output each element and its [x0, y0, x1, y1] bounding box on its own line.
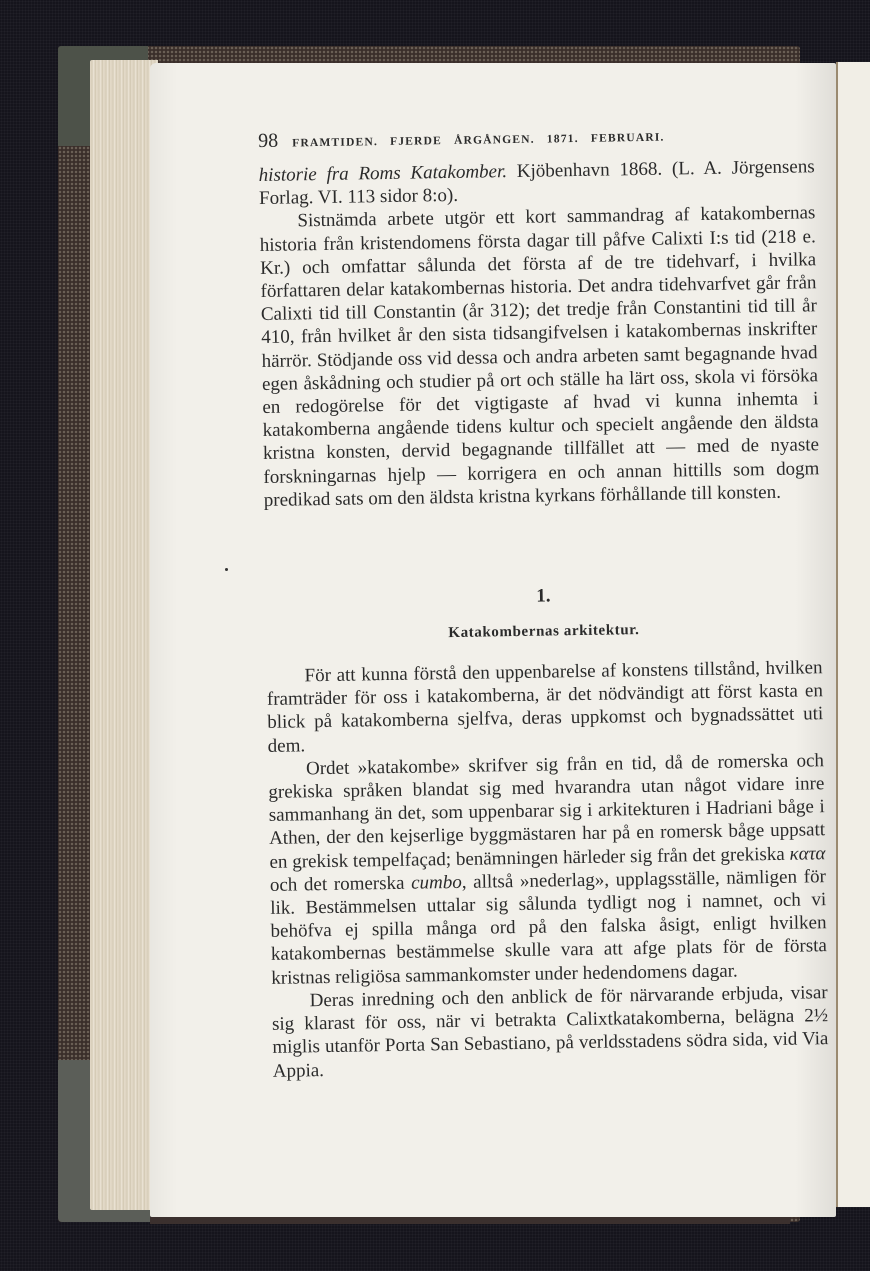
next-page-edge [836, 62, 870, 1207]
paragraph-text: Ordet »katakombe» skrifver sig från en tid, då de romerska och grekiska språken blandat sig med hvarandra utan något vidare inre sammanhang än det, som uppenbarar sig i arkitekturen i Hadriani båge i Athen, der den kejserlige byggmästaren har på en romersk båge uppsatt en grekisk tempelfaçad; benämningen härleder sig från det grekiska [268, 750, 826, 873]
latin-term: cumbo [410, 871, 462, 894]
page-stack-edges [90, 60, 158, 1210]
section-title: Katakombernas arkitektur. [448, 622, 640, 642]
citation-title: historie fra Roms Katakomber. [258, 161, 508, 186]
paragraph-text: och det romerska [269, 872, 412, 896]
paragraph-section-3: Deras inredning och den anblick de för närvarande erbjuda, visar sig klarast för oss, när vi betrakta Calixtkatakomberna, belägna 2½ miglis utanför Porta San Sebastiano, på verldsstadens södra sida, vid Via Appia. [271, 982, 829, 1082]
section-number: 1. [536, 585, 551, 607]
citation-details: Kjöbenhavn 1868. (L. A. Jörgensens Forlag. VI. 113 sidor 8:o). [258, 156, 815, 210]
paragraph-section-2 [268, 749, 828, 990]
paragraph-intro: Sistnämda arbete utgör ett kort sammandrag af katakombernas historia från kristendomens första dagar till påfve Calixti I:s tid (218 e. Kr.) och omfattar sålunda det första af de tre tidehvarf, i hvilka författaren delar katakombernas historia. Det andra tidehvarfvet går från Calixti tid till Constantin (år 312); det tredje från Constantini tid till år 410, från hvilket år den sista tidsangifvelsen i katakombernas inskrifter härrör. Stödjande oss vid dessa och andra arbeten samt begagnande hvad egen åskådning och studier på ort och ställe ha lärt oss, skola vi försöka en redogörelse för det vigtigaste af hvad vi kunna inhemta i katakomberna angående tidens kultur och specielt angående den äldsta kristna konsten, dervid begagnande tillfället att — med de nyaste forskningarnas hjelp — korrigera en och annan hittills som dogm predikad sats om den äldsta kristna kyrkans förhållande till konsten. [259, 202, 820, 511]
page-text [258, 121, 829, 1082]
paragraph-text: , alltså »nederlag», upplagsställe, nämligen för lik. Bestämmelsen uttalar sig sålunda tydligt nog i namnet, och vi behöfva ej spilla många ord på den falska åsigt, enligt hvilken katakombernas bestämmelse skulle vara att afge plats för de första kristnas religiösa sammankomster under hedendomens dagar. [270, 866, 828, 989]
page-number: 98 [258, 129, 279, 152]
ink-speck [225, 568, 228, 571]
paragraph-section-1: För att kunna förstå den uppenbarelse af konstens tillstånd, hvilken framträder för oss i katakomberna, är det nödvändigt att först kasta en blick på katakomberna sjelfva, deras uppkomst och bygnadssättet uti dem. [266, 657, 824, 757]
running-head-title: FRAMTIDEN. FJERDE ÅRGÅNGEN. 1871. FEBRUARI. [292, 131, 665, 150]
greek-term: κατα [789, 842, 826, 865]
